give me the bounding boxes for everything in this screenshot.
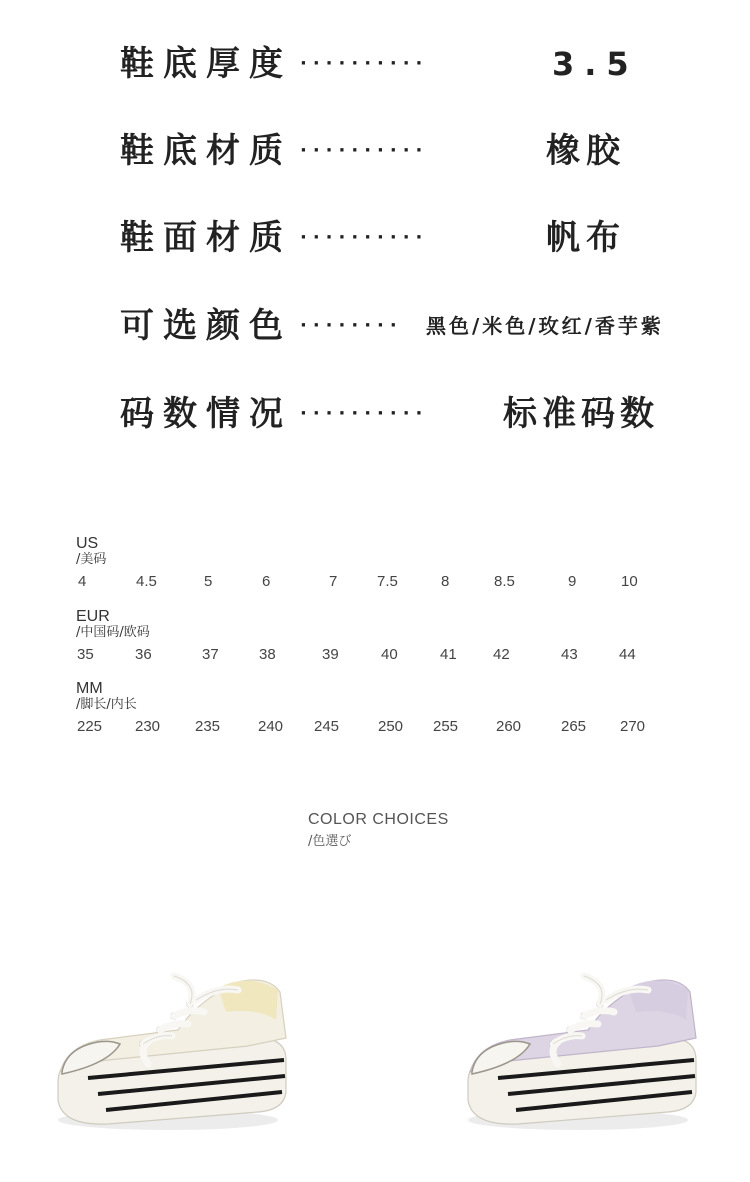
size-chart-mm (76, 680, 696, 740)
size-value: 37 (202, 646, 219, 663)
size-value: 36 (135, 646, 152, 663)
dot-leader: ·········· (300, 403, 429, 424)
spec-value: 帆布 (546, 218, 626, 258)
color-choices-subtitle: /色選び (308, 834, 352, 849)
dot-leader: ·········· (300, 53, 429, 74)
spec-row-sizing (0, 384, 750, 444)
size-value: 6 (262, 573, 271, 590)
dot-leader: ········ (300, 315, 403, 336)
size-value: 40 (381, 646, 398, 663)
size-value: 225 (77, 718, 103, 735)
size-value: 230 (135, 718, 161, 735)
size-value: 260 (496, 718, 522, 735)
beige-shoe-image (48, 960, 298, 1140)
size-value: 8.5 (494, 573, 515, 590)
spec-value: 橡胶 (546, 131, 626, 171)
spec-row-colors (0, 296, 750, 356)
spec-label: 码数情况 (120, 394, 292, 434)
size-chart-title: US (76, 535, 99, 552)
size-chart-title: EUR (76, 608, 110, 625)
size-chart-subtitle: /中国码/欧码 (76, 625, 150, 640)
size-value: 44 (619, 646, 636, 663)
size-value: 38 (259, 646, 276, 663)
size-chart-eur (76, 608, 696, 668)
size-value: 43 (561, 646, 578, 663)
size-values-row (76, 573, 696, 595)
spec-value: 黑色/米色/玫红/香芋紫 (426, 314, 664, 338)
color-choices-title: COLOR CHOICES (308, 811, 449, 828)
size-value: 4 (78, 573, 87, 590)
spec-label: 鞋底厚度 (120, 44, 292, 84)
size-value: 5 (204, 573, 213, 590)
size-value: 10 (621, 573, 638, 590)
spec-label: 鞋面材质 (120, 218, 292, 258)
spec-value: 3.5 (552, 45, 639, 83)
size-value: 35 (77, 646, 94, 663)
size-values-row (76, 718, 696, 740)
size-chart-us (76, 535, 696, 595)
color-choices-heading (308, 811, 449, 849)
dot-leader: ·········· (300, 227, 429, 248)
size-chart-title: MM (76, 680, 103, 697)
size-value: 42 (493, 646, 510, 663)
dot-leader: ·········· (300, 140, 429, 161)
size-value: 4.5 (136, 573, 157, 590)
size-value: 9 (568, 573, 577, 590)
size-value: 270 (620, 718, 646, 735)
spec-label: 鞋底材质 (120, 131, 292, 171)
spec-row-sole-material (0, 121, 750, 181)
spec-label: 可选颜色 (120, 306, 292, 346)
size-chart-subtitle: /脚长/内长 (76, 697, 137, 712)
size-value: 7 (329, 573, 338, 590)
size-value: 240 (258, 718, 284, 735)
size-value: 255 (433, 718, 459, 735)
size-value: 41 (440, 646, 457, 663)
size-value: 8 (441, 573, 450, 590)
size-value: 250 (378, 718, 404, 735)
lavender-shoe-image (458, 960, 708, 1140)
spec-value: 标准码数 (503, 394, 659, 434)
size-value: 245 (314, 718, 340, 735)
size-value: 235 (195, 718, 221, 735)
size-chart-subtitle: /美码 (76, 552, 107, 567)
spec-row-sole-thickness (0, 34, 750, 94)
size-value: 7.5 (377, 573, 398, 590)
size-value: 39 (322, 646, 339, 663)
spec-row-upper-material (0, 208, 750, 268)
size-value: 265 (561, 718, 587, 735)
size-values-row (76, 646, 696, 668)
